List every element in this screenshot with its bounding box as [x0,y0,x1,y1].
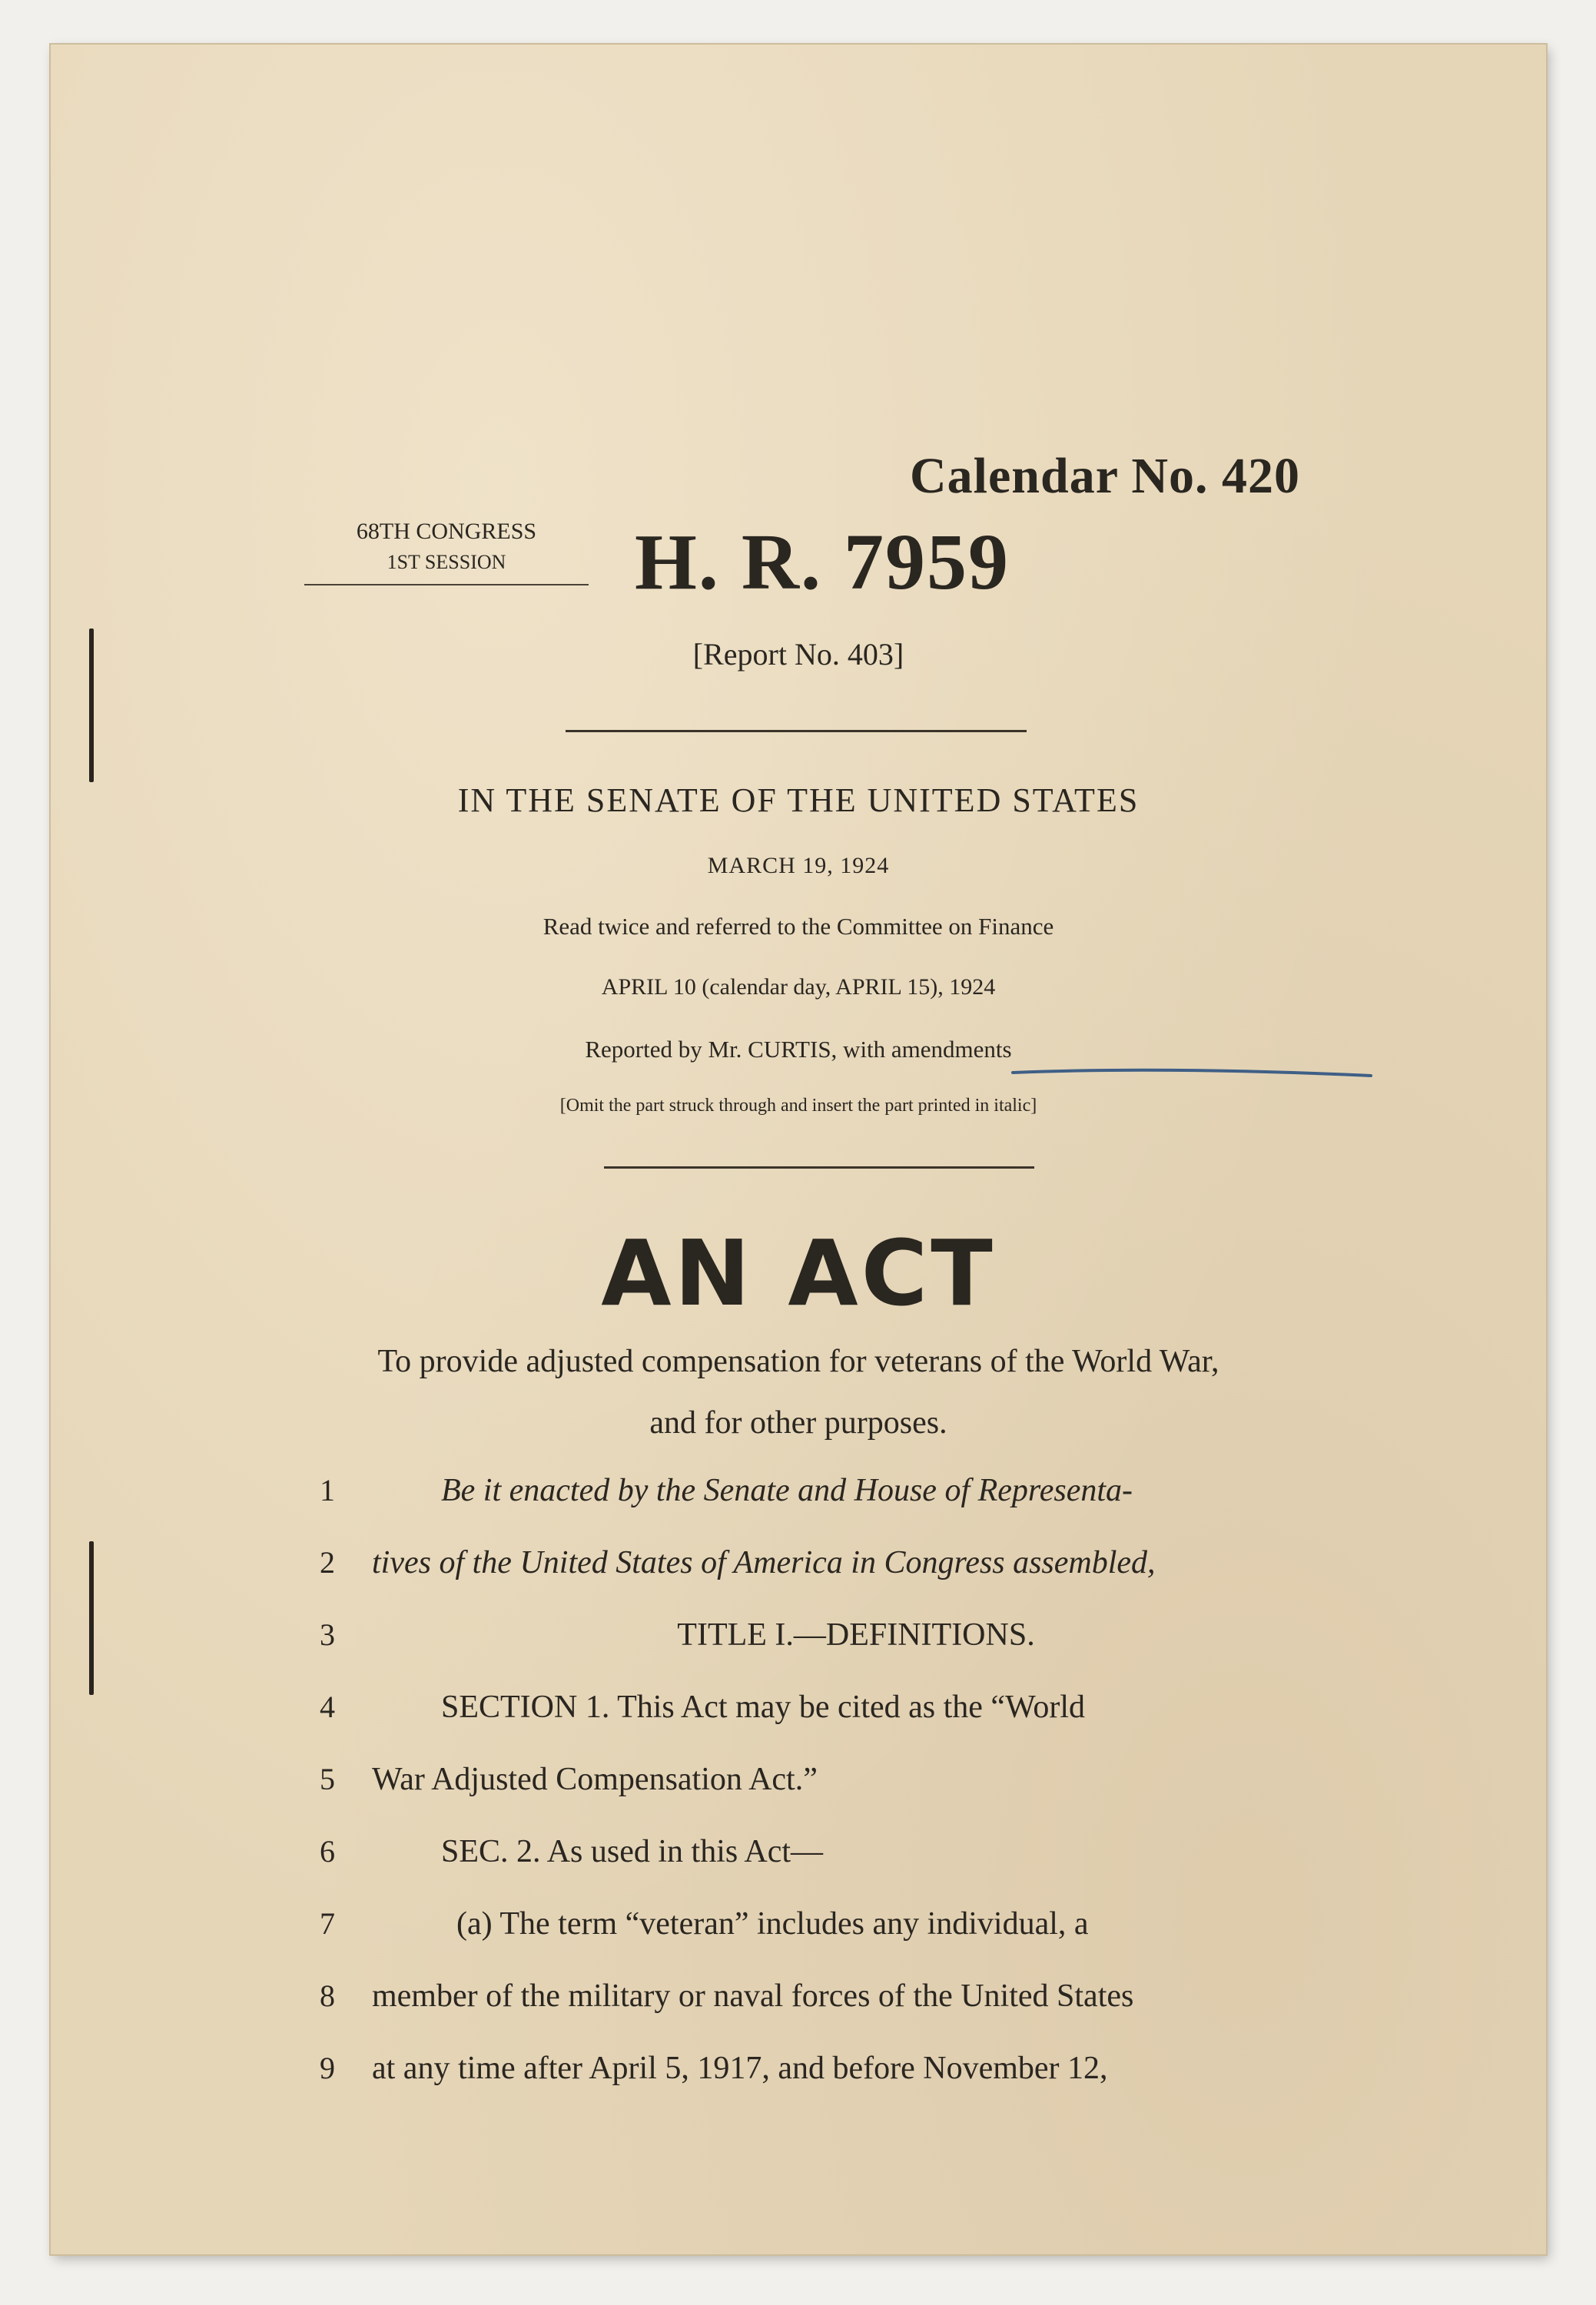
purpose-line-1: To provide adjusted compensation for veterans of the World War, [377,1344,1219,1379]
line-number-5: 5 [320,1762,335,1796]
referral-note: Read twice and referred to the Committee on Finance [543,913,1054,940]
bill-line-3-title: TITLE I.—DEFINITIONS. [677,1617,1035,1653]
congress-underline [304,584,589,585]
report-number: [Report No. 403] [692,637,904,672]
bill-line-4: SECTION 1. This Act may be cited as the “World [441,1690,1086,1725]
line-number-8: 8 [320,1978,335,2013]
act-heading: AN ACT [601,1220,996,1326]
line-number-1: 1 [320,1473,335,1507]
line-number-2: 2 [320,1545,335,1580]
divider-rule-bottom [604,1166,1034,1169]
bill-line-6: SEC. 2. As used in this Act— [441,1834,824,1869]
reported-by: Reported by Mr. CURTIS, with amendments [585,1036,1012,1063]
purpose-line-2: and for other purposes. [649,1405,947,1441]
divider-rule-top [566,730,1027,732]
line-number-6: 6 [320,1834,335,1869]
bill-line-7: (a) The term “veteran” includes any individual, a [456,1906,1089,1942]
bill-line-1: Be it enacted by the Senate and House of Representa- [441,1473,1133,1508]
chamber-heading: IN THE SENATE OF THE UNITED STATES [457,781,1140,819]
line-number-3: 3 [320,1617,335,1652]
document-page [51,45,1546,2254]
printing-instruction: [Omit the part struck through and insert the part printed in italic] [559,1096,1037,1116]
line-number-7: 7 [320,1906,335,1941]
staple-mark-bottom [89,1541,94,1695]
congress-label: 68TH CONGRESS [356,519,537,544]
line-number-9: 9 [320,2051,335,2085]
bill-line-5: War Adjusted Compensation Act.” [372,1762,818,1797]
bill-line-8: member of the military or naval forces of the United States [372,1978,1134,2014]
date-received: MARCH 19, 1924 [707,853,890,878]
pen-underline-mark [1011,1066,1372,1082]
congress-session-block [304,516,589,578]
bill-line-9: at any time after April 5, 1917, and before November 12, [372,2051,1108,2086]
line-number-4: 4 [320,1690,335,1724]
bill-number: H. R. 7959 [635,518,1010,606]
bill-line-2: tives of the United States of America in Congress assembled, [372,1545,1156,1580]
session-label: 1ST SESSION [387,551,506,573]
date-reported: APRIL 10 (calendar day, APRIL 15), 1924 [601,974,996,1000]
calendar-number: Calendar No. 420 [910,448,1300,504]
